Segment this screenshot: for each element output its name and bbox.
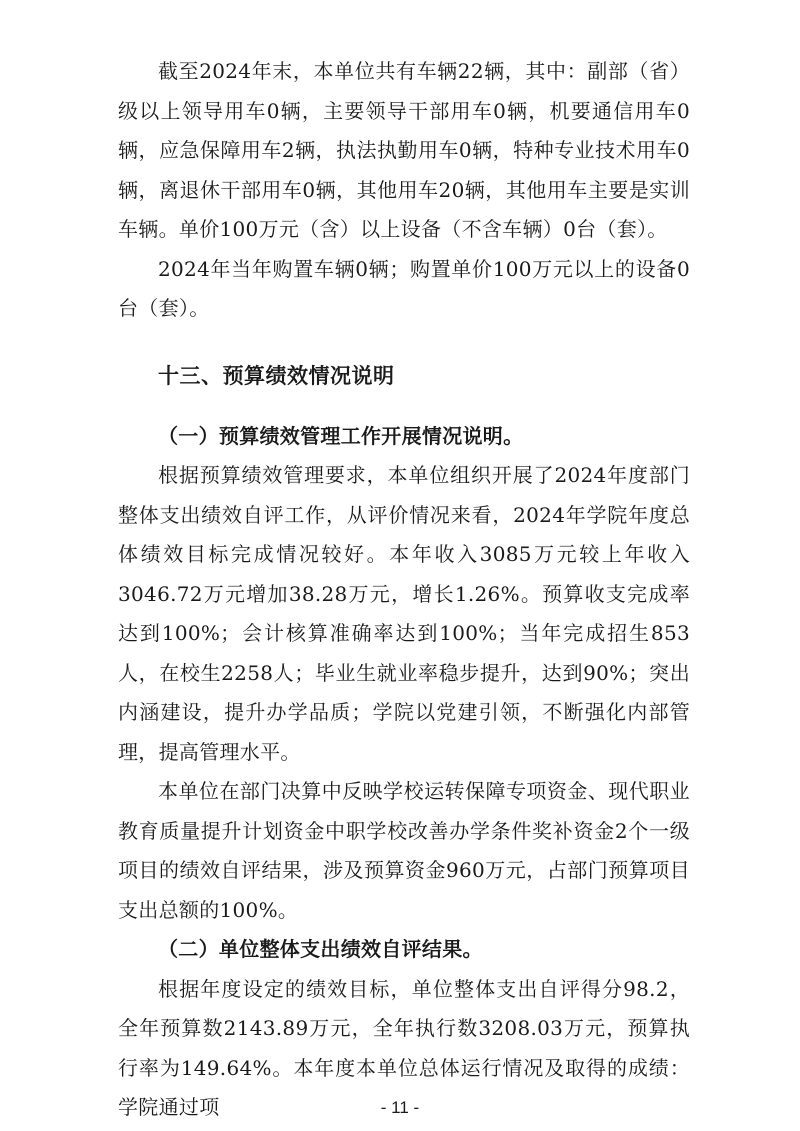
- paragraph-vehicles: 截至2024年末，本单位共有车辆22辆，其中：副部（省）级以上领导用车0辆，主要领导干部用车0辆，机要通信用车0辆，应急保障用车2辆，执法执勤用车0辆，特种专业技术用车0辆，离退休干部用车0辆，其他用车20辆，其他用车主要是实训车辆。单价100万元（含）以上设备（不含车辆）0台（套）。: [118, 59, 690, 241]
- paragraph-overall-expenditure: 根据年度设定的绩效目标，单位整体支出自评得分98.2，全年预算数2143.89万元，全年执行数3208.03万元，预算执行率为149.64%。本年度本单位总体运行情况及取得的成绩：学院通过项: [118, 976, 690, 1119]
- page-content: [118, 52, 690, 1128]
- paragraph-purchases: 2024年当年购置车辆0辆；购置单价100万元以上的设备0台（套）。: [118, 256, 690, 320]
- subsection-2-title: （二）单位整体支出绩效自评结果。: [158, 937, 483, 961]
- subsection-1-title: （一）预算绩效管理工作开展情况说明。: [158, 423, 524, 448]
- page-number: - 11 -: [380, 1098, 420, 1117]
- section-title: 十三、预算绩效情况说明: [158, 363, 395, 388]
- paragraph-project-results: 本单位在部门决算中反映学校运转保障专项资金、现代职业教育质量提升计划资金中职学校改善办学条件奖补资金2个一级项目的绩效自评结果，涉及预算资金960万元，占部门预算项目支出总额的100%。: [118, 779, 690, 922]
- paragraph-performance-summary: 根据预算绩效管理要求，本单位组织开展了2024年度部门整体支出绩效自评工作，从评价情况来看，2024年学院年度总体绩效目标完成情况较好。本年收入3085万元较上年收入3046.72万元增加38.28万元，增长1.26%。预算收支完成率达到100%；会计核算准确率达到100%；当年完成招生853人，在校生2258人；毕业生就业率稳步提升，达到90%；突出内涵建设，提升办学品质；学院以党建引领，不断强化内部管理，提高管理水平。: [118, 463, 690, 764]
